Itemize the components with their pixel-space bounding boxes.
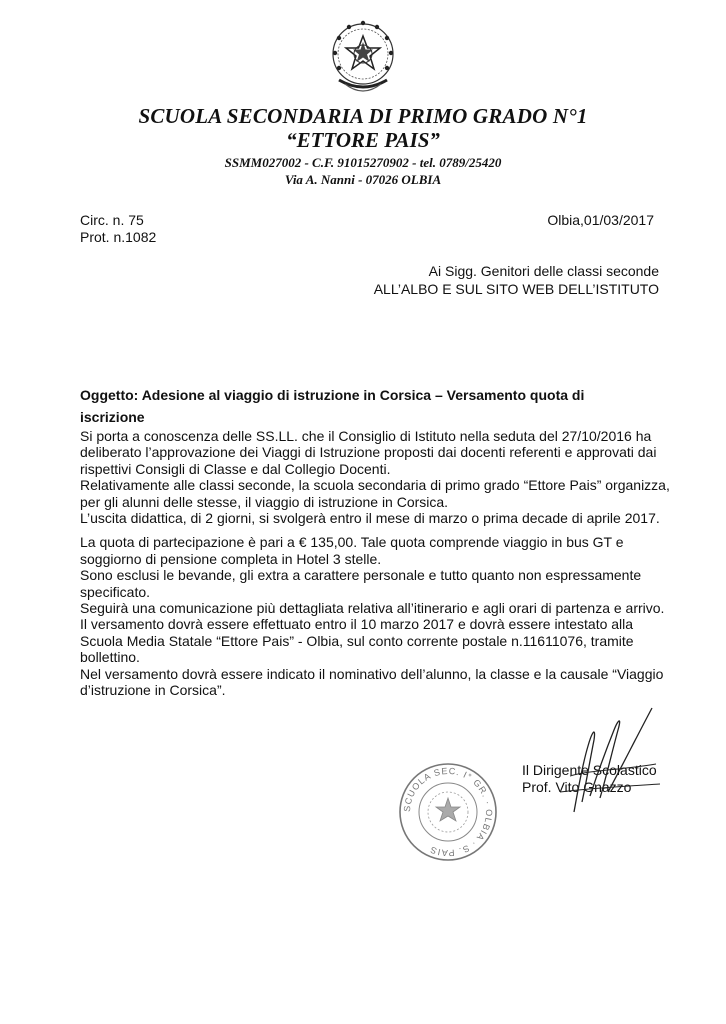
- document-date: Olbia,01/03/2017: [547, 212, 654, 228]
- stamp-text: SCUOLA SEC. I° GR. · OLBIA · S. PAIS: [401, 765, 495, 859]
- circular-reference: [80, 212, 156, 246]
- recipients-line-2: ALL’ALBO E SUL SITO WEB DELL’ISTITUTO: [373, 281, 659, 297]
- italian-republic-emblem-icon: [325, 14, 401, 100]
- school-title: “ETTORE PAIS”: [286, 128, 440, 152]
- body-paragraph: Seguirà una comunicazione più dettagliata relativa all’itinerario e agli orari di partenza e arrivo.: [80, 600, 665, 617]
- school-address: Via A. Nanni - 07026 OLBIA: [284, 172, 442, 187]
- body-paragraph: L’uscita didattica, di 2 giorni, si svolgerà entro il mese di marzo o prima decade di aprile 2017.: [80, 510, 660, 527]
- body-paragraph: Relativamente alle classi seconde, la scuola secondaria di primo grado “Ettore Pais” organizza, per gli alunni delle stesse, il viaggio di istruzione in Corsica.: [80, 477, 670, 510]
- body-paragraph: Sono esclusi le bevande, gli extra a carattere personale e tutto quanto non espressamente specificato.: [80, 567, 642, 600]
- body-paragraph: Si porta a conoscenza delle SS.LL. che il Consiglio di Istituto nella seduta del 27/10/2016 ha deliberato l’approvazione dei Viaggi di Istruzione proposti dai docenti referenti e approvati dai rispettivi Consigli di Classe e dal Collegio Docenti.: [80, 428, 657, 477]
- school-name: SCUOLA SECONDARIA DI PRIMO GRADO N°1: [138, 104, 588, 128]
- school-header: [0, 104, 726, 188]
- body-paragraph: Nel versamento dovrà essere indicato il nominativo dell’alunno, la classe e la causale “Viaggio d’istruzione in Corsica”.: [80, 665, 664, 699]
- recipients-line-1: Ai Sigg. Genitori delle classi seconde: [428, 263, 659, 279]
- circular-number: Circ. n. 75: [80, 212, 144, 228]
- subject-line: Oggetto: Adesione al viaggio di istruzione in Corsica – Versamento quota di iscrizione: [80, 387, 585, 425]
- protocol-number: Prot. n.1082: [80, 229, 157, 245]
- signatory-role: Il Dirigente Scolastico: [522, 762, 657, 778]
- handwritten-signature: [530, 700, 680, 820]
- signatory-name: Prof. Vito Gnazzo: [522, 779, 632, 795]
- body-paragraph: La quota di partecipazione è pari a € 135,00. Tale quota comprende viaggio in bus GT e soggiorno di pensione completa in Hotel 3 stelle.: [80, 534, 624, 567]
- body-paragraph: Il versamento dovrà essere effettuato entro il 10 marzo 2017 e dovrà essere intestato alla Scuola Media Statale “Ettore Pais” - Olbia, sul conto corrente postale n.11611076, tramite bollettino.: [80, 616, 634, 666]
- school-codes: SSMM027002 - C.F. 91015270902 - tel. 0789/25420: [224, 155, 502, 170]
- school-stamp: [396, 760, 500, 864]
- recipients: [374, 262, 659, 298]
- letter-body: [80, 428, 670, 699]
